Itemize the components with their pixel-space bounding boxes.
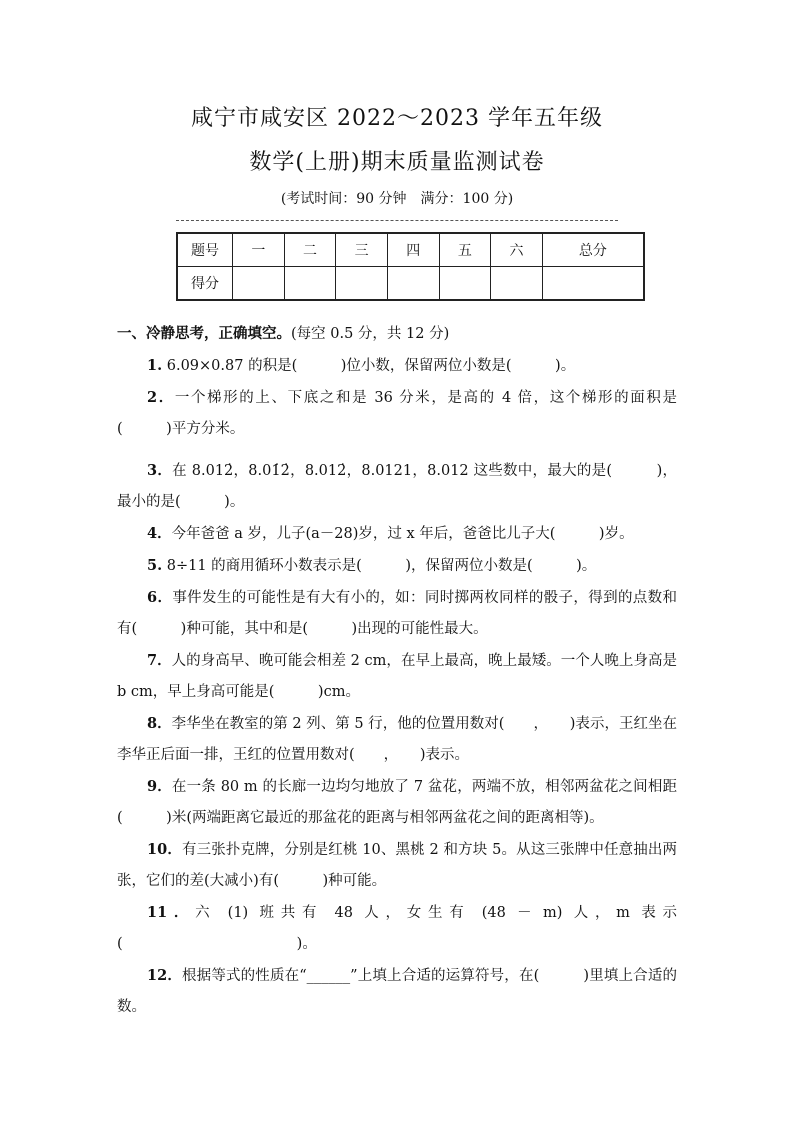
- score-cell[interactable]: [284, 267, 336, 301]
- question-number: 6．: [147, 589, 173, 606]
- score-cell[interactable]: [439, 267, 491, 301]
- question-item: [117, 455, 677, 518]
- question-item: [117, 834, 677, 897]
- score-cell[interactable]: [542, 267, 644, 301]
- score-header-cell: 总分: [542, 233, 644, 267]
- question-number: 1.: [147, 357, 163, 374]
- question-number: 12．: [147, 967, 182, 984]
- score-header-cell: 六: [491, 233, 543, 267]
- question-number: 7．: [147, 652, 172, 669]
- score-table: [176, 232, 645, 301]
- exam-title-line1: 咸宁市咸安区 2022～2023 学年五年级: [191, 106, 603, 131]
- question-number: 3．: [147, 462, 173, 479]
- questions-section: [117, 318, 677, 1023]
- question-number: 8．: [147, 715, 172, 732]
- exam-title-line2: 数学(上册)期末质量监测试卷: [249, 150, 545, 175]
- question-item: [117, 350, 677, 382]
- question-text: 8÷11 的商用循环小数表示是( )，保留两位小数是( )。: [162, 558, 597, 574]
- question-text: 今年爸爸 a 岁，儿子(a－28)岁，过 x 年后，爸爸比儿子大( )岁。: [171, 526, 634, 542]
- question-text: 在 8.012̇，8.01̇2̇，8.012̇，8.0121，8.012 这些数中，最大的是( )，最小的是( )。: [117, 463, 678, 510]
- dashed-divider: [176, 220, 618, 221]
- score-cell[interactable]: [233, 267, 285, 301]
- score-header-cell: 三: [336, 233, 388, 267]
- question-item: [117, 550, 677, 582]
- question-number: 9．: [147, 778, 172, 795]
- question-text: 六 (1) 班共有 48 人，女生有 (48 － m) 人，m 表示( )。: [117, 905, 677, 952]
- question-text: 一个梯形的上、下底之和是 36 分米，是高的 4 倍，这个梯形的面积是( )平方分米。: [117, 390, 677, 437]
- score-table-header-row: [177, 233, 644, 267]
- question-text: 李华坐在教室的第 2 列、第 5 行，他的位置用数对( ， )表示，王红坐在李华正后面一排，王红的位置用数对( ， )表示。: [117, 716, 678, 763]
- section-note: (每空 0.5 分，共 12 分): [291, 326, 450, 342]
- question-text: 根据等式的性质在“______”上填上合适的运算符号，在( )里填上合适的数。: [117, 968, 677, 1015]
- question-item: [117, 771, 677, 834]
- question-text: 事件发生的可能性是有大有小的，如：同时掷两枚同样的骰子，得到的点数和有( )种可能，其中和是( )出现的可能性最大。: [117, 590, 678, 637]
- score-cell[interactable]: [491, 267, 543, 301]
- question-item: [117, 960, 677, 1023]
- question-number: 2．: [147, 389, 175, 406]
- question-item: [117, 582, 677, 645]
- score-table-score-row: [177, 267, 644, 301]
- score-header-cell: 题号: [177, 233, 233, 267]
- score-header-cell: 一: [233, 233, 285, 267]
- question-text: 6.09×0.87 的积是( )位小数，保留两位小数是( )。: [162, 358, 576, 374]
- question-text: 有三张扑克牌，分别是红桃 10、黑桃 2 和方块 5。从这三张牌中任意抽出两张，它们的差(大减小)有( )种可能。: [117, 842, 677, 889]
- score-cell[interactable]: [336, 267, 388, 301]
- score-header-cell: 四: [387, 233, 439, 267]
- question-item: [117, 518, 677, 550]
- score-cell[interactable]: [387, 267, 439, 301]
- score-row-label: 得分: [177, 267, 233, 301]
- question-text: 在一条 80 m 的长廊一边均匀地放了 7 盆花，两端不放，相邻两盆花之间相距( )米(两端距离它最近的那盆花的距离与相邻两盆花之间的距离相等)。: [117, 779, 677, 826]
- question-item: [117, 382, 677, 445]
- question-number: 5.: [147, 557, 163, 574]
- question-item: [117, 897, 677, 960]
- question-item: [117, 708, 677, 771]
- question-text: 人的身高早、晚可能会相差 2 cm，在早上最高，晚上最矮。一个人晚上身高是 b cm，早上身高可能是( )cm。: [117, 653, 678, 700]
- exam-subtitle: (考试时间：90 分钟 满分：100 分): [280, 191, 514, 207]
- section-heading: [117, 318, 677, 350]
- question-number: 4．: [147, 525, 172, 542]
- question-item: [117, 645, 677, 708]
- question-number: 11．: [147, 904, 196, 921]
- question-number: 10．: [147, 841, 182, 858]
- section-title: 一、冷静思考，正确填空。: [117, 325, 291, 342]
- score-header-cell: 二: [284, 233, 336, 267]
- score-header-cell: 五: [439, 233, 491, 267]
